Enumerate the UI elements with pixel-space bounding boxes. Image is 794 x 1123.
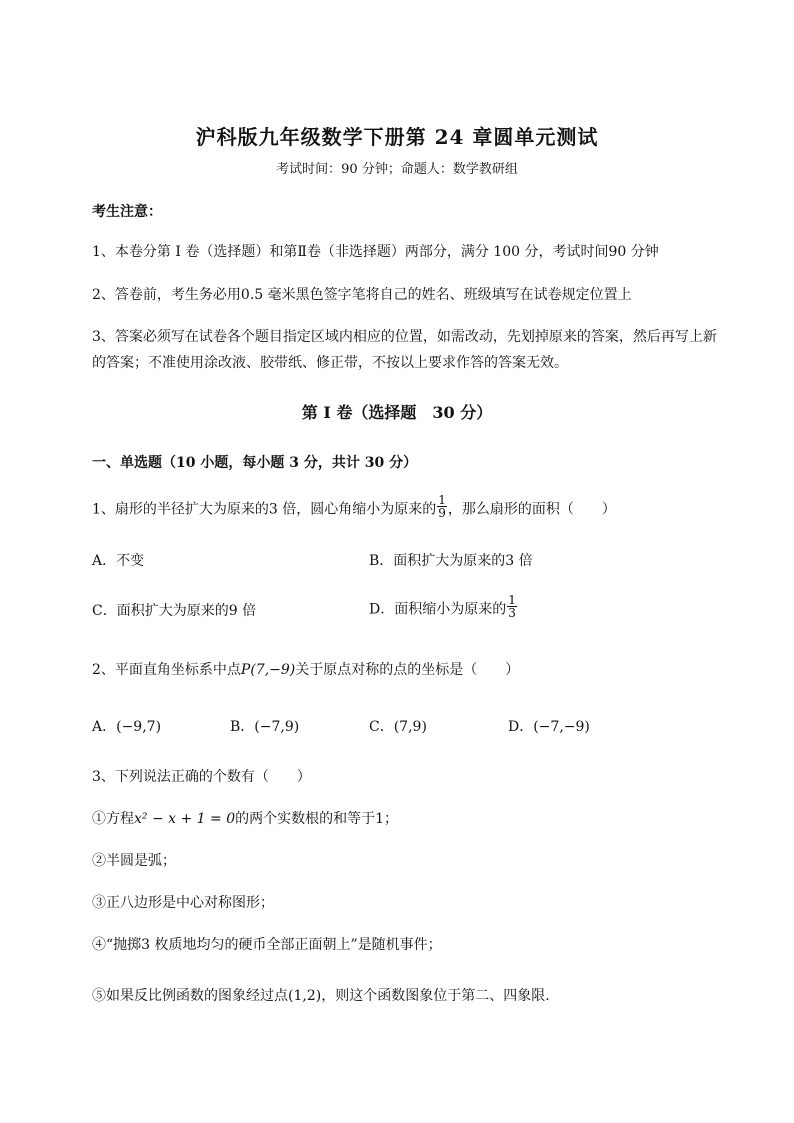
section-title: 第 I 卷（选择题 30 分） bbox=[301, 403, 493, 422]
q3-statement-4: ④“抛掷3 枚质地均匀的硬币全部正面朝上”是随机事件； bbox=[92, 937, 442, 953]
q3-statement-2: ②半圆是弧； bbox=[92, 853, 176, 869]
question-1-text-end: ，那么扇形的面积（ ） bbox=[447, 501, 616, 518]
q1-option-c: C．面积扩大为原来的9 倍 bbox=[92, 603, 257, 619]
q1-option-d: D．面积缩小为原来的 $\frac{1}{3}$ bbox=[369, 593, 516, 620]
notice-heading: 考生注意： bbox=[92, 204, 162, 220]
equation: x² − x + 1 = 0 bbox=[134, 811, 236, 827]
question-2-stem: 2、平面直角坐标系中点P(7,−9)关于原点对称的点的坐标是（ ） bbox=[92, 662, 520, 678]
q1-option-a: A．不变 bbox=[92, 553, 145, 569]
q1-option-b: B．面积扩大为原来的3 倍 bbox=[369, 553, 533, 569]
point-1-2: (1,2) bbox=[288, 988, 322, 1004]
q2-option-d: D．(−7,−9) bbox=[508, 719, 590, 735]
q2-option-a: A．(−9,7) bbox=[92, 719, 162, 735]
point-p: P(7,−9) bbox=[240, 662, 296, 678]
question-1-text: 1、扇形的半径扩大为原来的3 倍，圆心角缩小为原来的 bbox=[92, 501, 437, 518]
q2-option-b: B．(−7,9) bbox=[230, 719, 300, 735]
q3-statement-1: ①方程x² − x + 1 = 0的两个实数根的和等于1； bbox=[92, 811, 399, 827]
q2-option-c: C．(7,9) bbox=[369, 719, 427, 735]
q3-statement-3: ③正八边形是中心对称图形； bbox=[92, 895, 274, 911]
fraction-one-ninth: $\frac{1}{9}$ bbox=[438, 493, 446, 520]
exam-info: 考试时间：90 分钟；命题人：数学教研组 bbox=[276, 162, 518, 177]
part-title: 一、单选题（10 小题，每小题 3 分，共计 30 分） bbox=[92, 455, 418, 471]
notice-item-3-cont: 的答案；不准使用涂改液、胶带纸、修正带，不按以上要求作答的答案无效。 bbox=[92, 355, 568, 371]
fraction-one-third: $\frac{1}{3}$ bbox=[508, 593, 516, 620]
page-title: 沪科版九年级数学下册第 24 章圆单元测试 bbox=[195, 125, 599, 149]
question-3-stem: 3、下列说法正确的个数有（ ） bbox=[92, 769, 311, 785]
question-1-stem bbox=[92, 493, 616, 522]
notice-item-2: 2、答卷前，考生务必用0.5 毫米黑色签字笔将自己的姓名、班级填写在试卷规定位置上 bbox=[92, 287, 632, 303]
notice-item-1: 1、本卷分第 I 卷（选择题）和第Ⅱ卷（非选择题）两部分，满分 100 分，考试时间90 分钟 bbox=[92, 244, 659, 260]
q3-statement-5: ⑤如果反比例函数的图象经过点(1,2)，则这个函数图象位于第二、四象限． bbox=[92, 988, 560, 1004]
notice-item-3: 3、答案必须写在试卷各个题目指定区域内相应的位置，如需改动，先划掉原来的答案，然后再写上新 bbox=[92, 329, 717, 345]
